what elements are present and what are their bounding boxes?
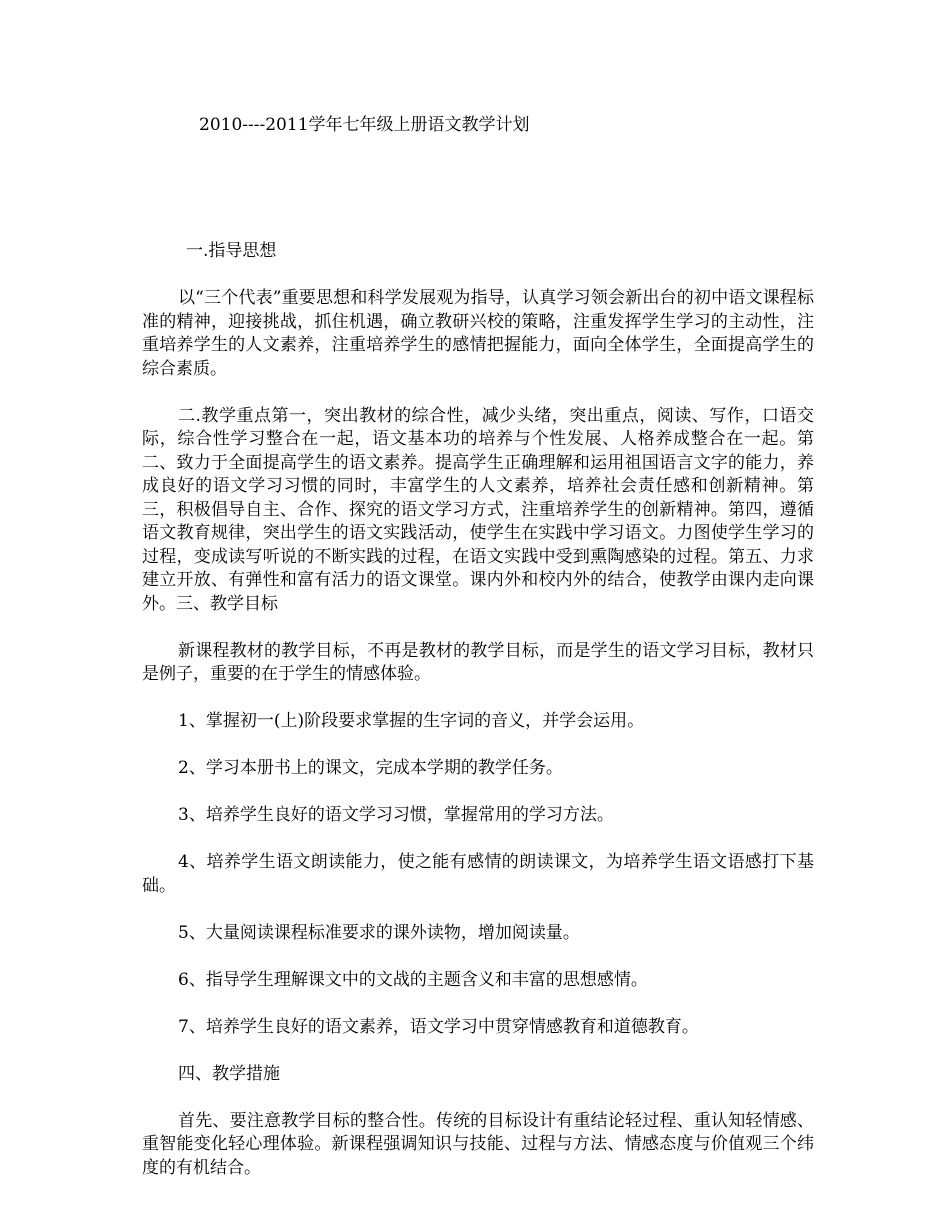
paragraph-guiding-ideology: 以“三个代表”重要思想和科学发展观为指导，认真学习领会新出台的初中语文课程标准的精神，迎接挑战，抓住机遇，确立教研兴校的策略，注重发挥学生学习的主动性，注重培养学生的人文素养，注重培养学生的感情把握能力，面向全体学生，全面提高学生的综合素质。 <box>142 288 814 379</box>
list-item-goal-5: 5、大量阅读课程标准要求的课外读物，增加阅读量。 <box>178 922 580 943</box>
section-heading-guiding-ideology: 一.指导思想 <box>186 241 277 261</box>
list-item-goal-1: 1、掌握初一(上)阶段要求掌握的生字词的音义，并学会运用。 <box>178 711 645 731</box>
paragraph-teaching-focus: 二.教学重点第一，突出教材的综合性，减少头绪，突出重点，阅读、写作，口语交际，综合性学习整合在一起，语文基本功的培养与个性发展、人格养成整合在一起。第二、致力于全面提高学生的语文素养。提高学生正确理解和运用祖国语言文字的能力，养成良好的语文学习习惯的同时，丰富学生的人文素养，培养社会责任感和创新精神。第三，积极倡导自主、合作、探究的语文学习方式，注重培养学生的创新精神。第四，遵循语文教育规律，突出学生的语文实践活动，使学生在实践中学习语文。力图使学生学习的过程，变成读写听说的不断实践的过程，在语文实践中受到熏陶感染的过程。第五、力求建立开放、有弹性和富有活力的语文课堂。课内外和校内外的结合，使教学由课内走向课外。三、教学目标 <box>142 405 814 614</box>
section-heading-teaching-measures: 四、教学措施 <box>178 1063 280 1084</box>
document-body <box>142 240 814 1204</box>
paragraph-teaching-measures: 首先、要注意教学目标的整合性。传统的目标设计有重结论轻过程、重认知轻情感、重智能变化轻心理体验。新课程强调知识与技能、过程与方法、情感态度与价值观三个纬度的有机结合。 <box>142 1110 814 1178</box>
document-title: 2010----2011学年七年级上册语文教学计划 <box>199 115 530 135</box>
list-item-goal-6: 6、指导学生理解课文中的文战的主题含义和丰富的思想感情。 <box>178 969 648 990</box>
list-item-goal-2: 2、学习本册书上的课文，完成本学期的教学任务。 <box>178 758 563 778</box>
list-item-goal-7: 7、培养学生良好的语文素养，语文学习中贯穿情感教育和道德教育。 <box>178 1016 699 1037</box>
paragraph-teaching-goals-intro: 新课程教材的教学目标，不再是教材的教学目标，而是学生的语文学习目标，教材只是例子，重要的在于学生的情感体验。 <box>142 640 814 684</box>
list-item-goal-4: 4、培养学生语文朗读能力，使之能有感情的朗读课文，为培养学生语文语感打下基础。 <box>142 852 814 896</box>
list-item-goal-3: 3、培养学生良好的语文学习习惯，掌握常用的学习方法。 <box>178 805 614 825</box>
